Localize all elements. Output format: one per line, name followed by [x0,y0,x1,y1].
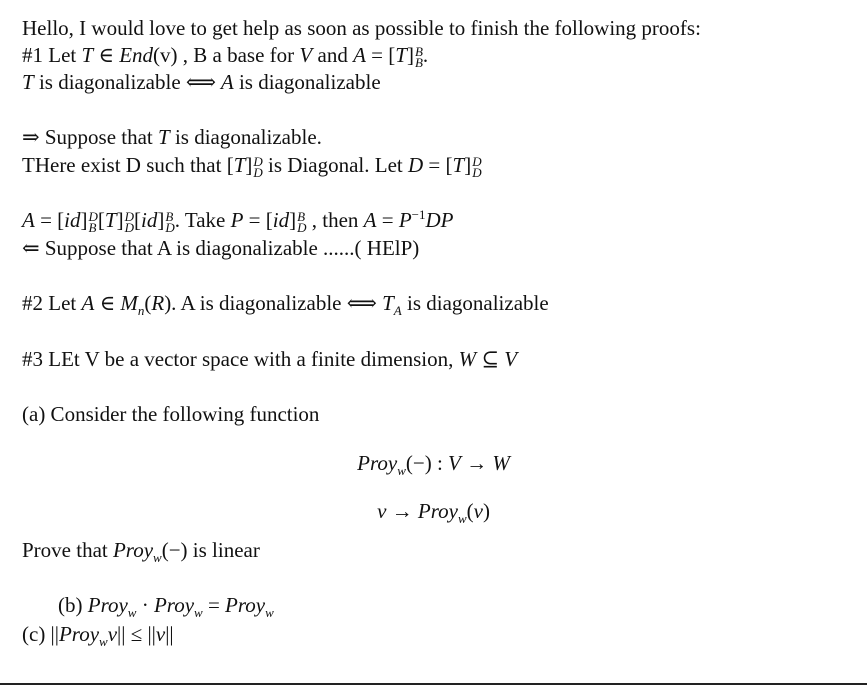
text: ] [464,153,472,177]
sup-sub [88,209,98,236]
text: ) [482,499,490,523]
problem-1-statement [22,42,429,71]
sup: B [414,44,423,60]
math-var: v [107,622,118,646]
sub: B [414,55,423,71]
sup-sub [414,44,423,71]
math-var: id [140,208,158,232]
text: = [ [34,208,65,232]
math-var: M [120,291,138,315]
math-var: Proy [112,538,154,562]
text: = [202,593,226,617]
math-var: W [492,451,510,475]
math-var: A [353,43,366,67]
text: ⇐ Suppose that A is diagonalizable ......( HElP) [22,236,420,260]
subscript: w [265,605,274,621]
math-var: T [376,291,394,315]
sub: D [253,165,263,181]
text: ( [144,291,152,315]
part-a-label [22,401,319,427]
intro-text: Hello, I would love to get help as soon as possible to finish the following proofs: [22,16,701,40]
iff-arrow: ⟺ [346,291,377,315]
sup: D [88,209,98,225]
text: = [ [243,208,273,232]
text: is diagonalizable [401,291,549,315]
text: ] [289,208,297,232]
text: . [422,43,429,67]
math-var: V [504,347,518,371]
text: [ [97,208,105,232]
problem-3-statement [22,346,517,372]
part-c-statement [22,621,174,650]
math-var: Proy [87,593,128,617]
text: ] [116,208,124,232]
subscript: w [99,634,108,650]
math-var: R [151,291,165,315]
iff-arrow: ⟺ [185,70,216,94]
text: ⊆ [476,347,505,371]
math-var: id [272,208,290,232]
text: (−) is linear [161,538,260,562]
math-var: A [22,208,35,232]
sup: B [165,209,174,225]
text: THere exist D such that [ [22,153,234,177]
math-var: Proy [357,451,398,475]
arrow: → [386,499,418,523]
math-var: id [64,208,81,232]
sub: D [297,220,307,236]
text: #3 LEt V be a vector space with a finite dimension, [22,347,459,371]
text: Prove that [22,538,113,562]
math-var: Proy [58,622,100,646]
text: is diagonalizable [233,70,381,94]
math-var: P [398,208,412,232]
text: , then [306,208,364,232]
subscript: w [457,511,467,527]
sup: D [253,154,263,170]
math-var: Proy [417,499,458,523]
math-var: Proy [153,593,195,617]
text: (c) || [22,622,59,646]
subscript: w [397,463,406,479]
math-var: A [216,70,234,94]
function-definition-line-2 [0,498,867,527]
text: . Take [174,208,231,232]
text: || [165,622,174,646]
change-of-basis-line [22,207,454,236]
text: ∈ [94,291,121,315]
subscript: w [153,550,162,566]
text: (a) Consider the following function [22,402,320,426]
sup-sub [297,209,307,236]
part-b-statement [58,592,274,621]
math-var: A [363,208,377,232]
text: ⇒ Suppose that [22,125,159,149]
text: is diagonalizable. [169,125,322,149]
text: = [ [423,153,453,177]
math-var: T [81,43,94,67]
text: #1 Let [22,43,82,67]
subscript: A [393,303,402,319]
exponent: −1 [411,207,426,222]
text: is diagonalizable [33,70,186,94]
math-var: v [473,499,483,523]
text: = [376,208,399,232]
math-var: v [377,499,387,523]
math-var: v [155,622,166,646]
exists-diagonal-line [22,152,482,181]
problem-1-equivalence [22,69,381,95]
sub: B [88,220,97,236]
math-var: T [104,208,117,232]
text: and [312,43,354,67]
math-var: A [81,291,95,315]
sub: D [124,220,134,236]
backward-direction [22,235,419,261]
text: ] [406,43,414,67]
text: is Diagonal. Let [262,153,408,177]
math-var: T [452,153,465,177]
math-var: End [119,43,154,67]
sup: D [124,209,134,225]
text: ( [466,499,474,523]
text: ] [157,208,165,232]
sup-sub [253,154,263,181]
text: ). A is diagonalizable [164,291,347,315]
math-var: DP [425,208,454,232]
text: (v) , B a base for [153,43,300,67]
text: (−) : [405,451,449,475]
intro-line [22,15,701,41]
sup: B [297,209,306,225]
subscript: w [127,605,137,621]
text: (b) [58,593,88,617]
text: ] [80,208,88,232]
math-var: D [407,153,424,177]
math-var: V [448,451,461,475]
math-var: T [395,43,407,67]
text: #2 Let [22,291,82,315]
text: · [136,593,154,617]
sup-sub [472,154,482,181]
math-var: V [299,43,313,67]
math-var: Proy [225,593,266,617]
arrow: → [460,451,493,475]
math-var: T [22,70,34,94]
prove-linear-line [22,537,260,566]
subscript: w [194,605,203,621]
sup-sub [165,209,175,236]
math-var: T [233,153,246,177]
math-var: P [230,208,244,232]
subscript: n [137,303,145,319]
math-var: T [158,125,170,149]
text: ∈ [93,43,120,67]
sup: D [472,154,482,170]
sub: D [472,165,482,181]
text: ] [245,153,253,177]
text: [ [133,208,141,232]
sup-sub [124,209,134,236]
function-definition-line-1 [0,450,867,479]
sub: D [165,220,175,236]
forward-direction [22,124,322,150]
text: || ≤ || [117,622,156,646]
math-var: W [458,347,477,371]
text: = [ [365,43,396,67]
problem-2-statement [22,290,549,319]
